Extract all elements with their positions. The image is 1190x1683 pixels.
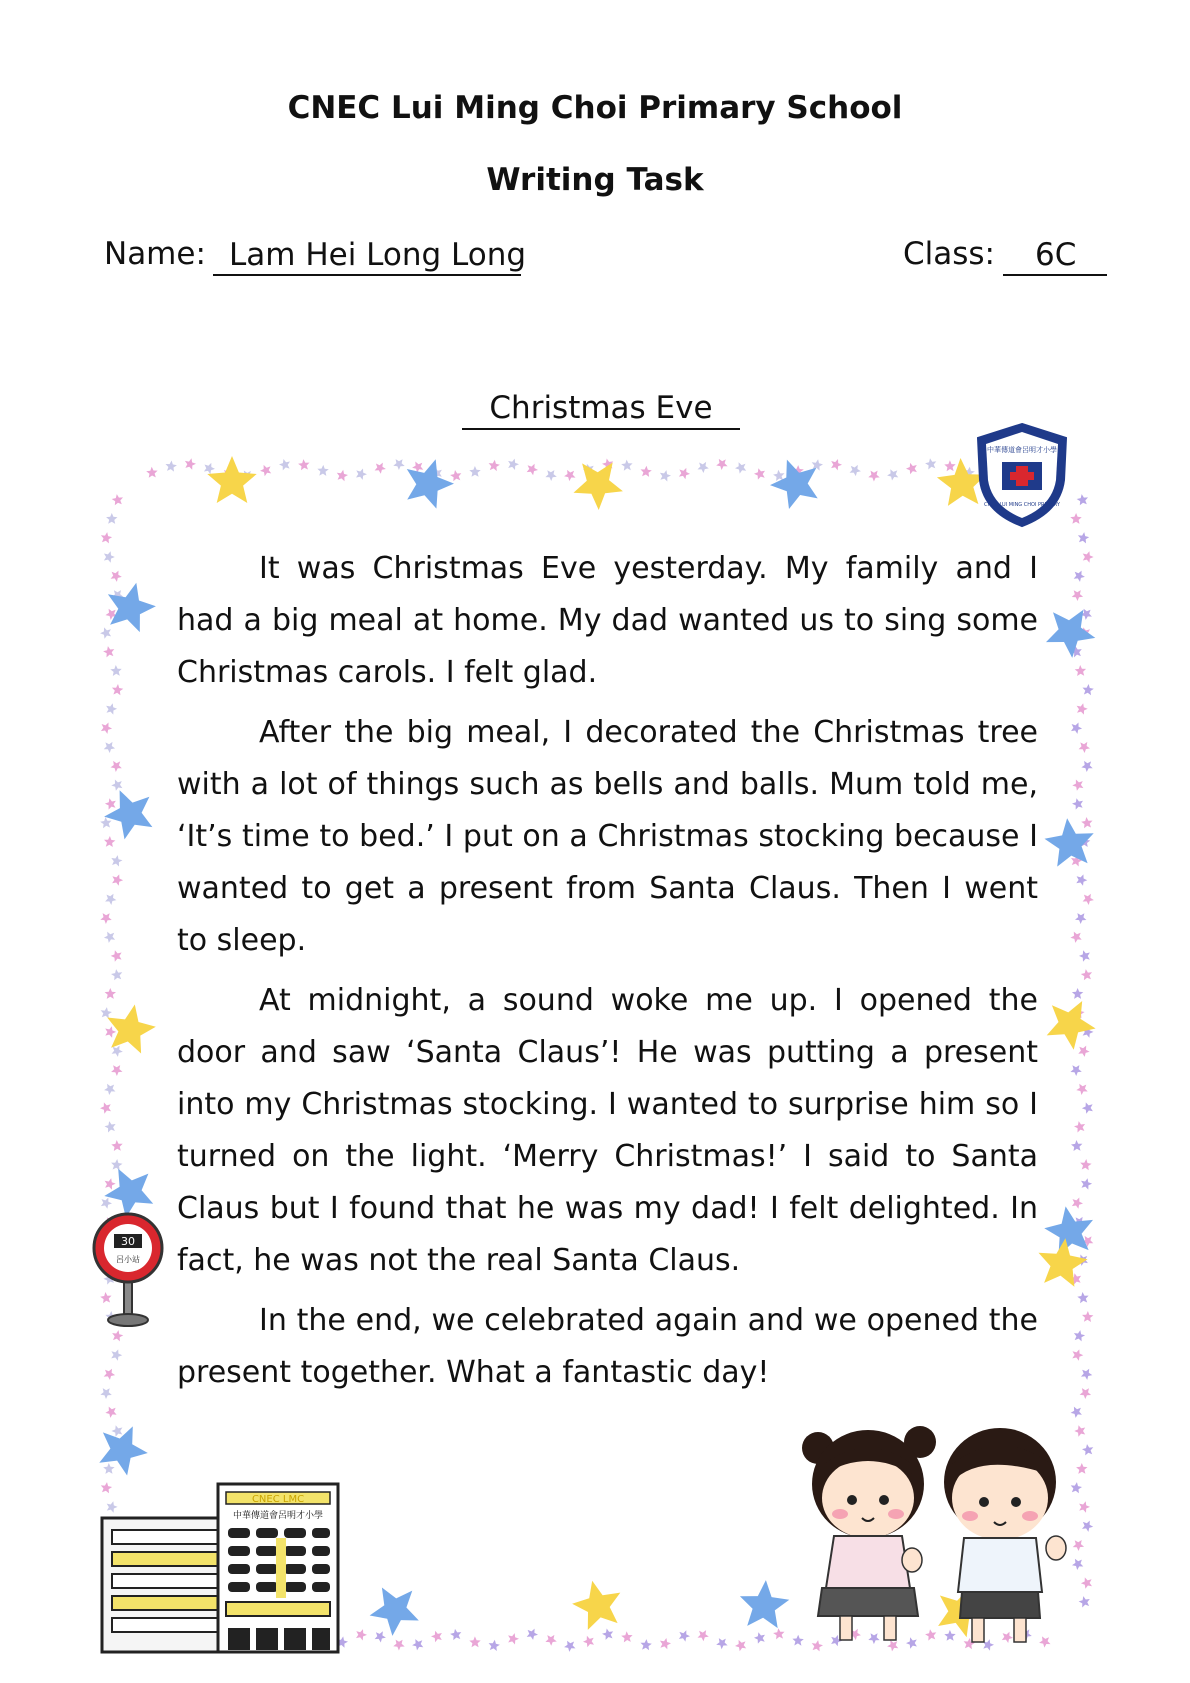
sparkle-star-icon [1070,1065,1081,1076]
sparkle-star-icon [621,460,632,471]
sparkle-star-icon [104,1369,115,1380]
essay-paragraph: After the big meal, I decorated the Christmas tree with a lot of things such as bells and balls. Mum told me, ‘It’s time to bed.’ I put on a Christmas stocking because I wanted to get a present from Santa Claus. Then I went to sleep. [177,715,1038,958]
sparkle-star-icon [944,460,955,471]
sparkle-star-icon [469,1636,480,1647]
sparkle-star-icon [104,742,115,753]
badge-chinese-text: 中華傳道會呂明才小學 [987,446,1057,454]
sparkle-star-icon [1081,1369,1092,1380]
sparkle-star-icon [111,969,122,980]
sparkle-star-icon [112,1425,123,1436]
sparkle-star-icon [100,627,111,638]
sparkle-star-icon [105,894,116,905]
sparkle-star-icon [469,466,480,477]
sparkle-star-icon [679,1630,690,1641]
sparkle-star-icon [105,1407,116,1418]
sparkle-star-icon [356,469,367,480]
sparkle-star-icon [545,470,556,481]
sparkle-star-icon [1070,513,1081,524]
task-title: Writing Task [486,162,704,198]
yellow-star-icon [207,456,256,503]
class-value: 6C [1003,236,1107,276]
essay-paragraph: It was Christmas Eve yesterday. My family and I had a big meal at home. My dad wanted us to sing some Christmas carols. I felt glad. [177,551,1038,690]
sparkle-star-icon [1080,1159,1091,1170]
children-illustration [800,1412,1090,1648]
sparkle-star-icon [527,464,538,475]
sparkle-star-icon [112,684,123,695]
sparkle-star-icon [1074,1330,1085,1341]
sparkle-star-icon [111,780,122,791]
sparkle-star-icon [106,703,117,714]
sparkle-star-icon [508,459,519,470]
sparkle-star-icon [110,665,121,676]
sparkle-star-icon [101,1198,112,1209]
sparkle-star-icon [185,458,196,469]
sparkle-star-icon [111,1159,122,1170]
blue-star-icon [370,1588,419,1636]
sparkle-star-icon [868,471,879,482]
sparkle-star-icon [1076,874,1087,885]
sparkle-star-icon [103,646,114,657]
sparkle-star-icon [1079,950,1090,961]
school-building-illustration [98,1478,358,1658]
school-name: CNEC Lui Ming Choi Primary School [287,90,903,126]
sparkle-star-icon [906,463,917,474]
sparkle-star-icon [1080,1388,1092,1399]
sparkle-star-icon [375,463,386,474]
sparkle-star-icon [1082,1102,1093,1113]
sparkle-star-icon [112,874,123,885]
sparkle-star-icon [103,1463,114,1474]
sparkle-star-icon [111,1065,122,1076]
sparkle-star-icon [450,1629,461,1640]
sparkle-star-icon [1079,742,1090,753]
sparkle-star-icon [1081,1178,1092,1189]
sparkle-star-icon [1070,932,1081,943]
sparkle-star-icon [564,470,575,481]
sparkle-star-icon [101,532,112,543]
badge-ring-text: CNEC LUI MING CHOI PRIMARY [984,502,1060,508]
sparkle-star-icon [1083,684,1094,695]
sparkle-star-icon [602,1629,613,1640]
sparkle-star-icon [754,1632,765,1643]
sparkle-star-icon [698,1630,709,1641]
name-label: Name: [104,236,206,272]
sparkle-star-icon [106,513,117,524]
bus-stop-sign-illustration [88,1210,168,1330]
blue-star-icon [108,583,156,632]
sparkle-star-icon [100,913,111,924]
sparkle-star-icon [112,1046,123,1057]
sparkle-star-icon [166,461,177,472]
building-chinese-text: 中華傳道會呂明才小學 [232,1511,324,1521]
sparkle-star-icon [1081,969,1092,980]
sparkle-star-icon [925,458,936,469]
sparkle-star-icon [1078,1046,1089,1057]
blue-star-icon [1046,610,1095,658]
sparkle-star-icon [489,1640,500,1651]
sparkle-star-icon [1081,817,1092,828]
sparkle-star-icon [831,459,842,470]
sparkle-star-icon [204,463,215,474]
sparkle-star-icon [104,836,115,847]
yellow-star-icon [574,463,623,511]
sparkle-star-icon [105,1178,116,1189]
sparkle-star-icon [1075,665,1086,676]
sparkle-star-icon [564,1641,575,1652]
sparkle-star-icon [1083,894,1094,905]
sparkle-star-icon [1072,1198,1083,1209]
sparkle-star-icon [393,459,404,470]
sparkle-star-icon [1072,780,1083,791]
sparkle-star-icon [641,1639,652,1650]
blue-star-icon [740,1580,789,1628]
sparkle-star-icon [716,459,727,470]
bus-stop-text: 呂小站 [116,1255,140,1264]
sparkle-star-icon [1077,1292,1088,1303]
sparkle-star-icon [260,465,271,476]
sparkle-star-icon [105,988,116,999]
sparkle-star-icon [527,1629,538,1640]
sparkle-star-icon [1071,1140,1082,1151]
sparkle-star-icon [431,1631,442,1642]
sparkle-star-icon [583,1636,594,1647]
sparkle-star-icon [1071,723,1082,734]
sparkle-star-icon [111,571,122,582]
sparkle-star-icon [146,467,157,478]
sparkle-star-icon [104,551,115,562]
sparkle-star-icon [1072,798,1083,809]
sparkle-star-icon [412,1639,423,1650]
sparkle-star-icon [111,855,122,866]
blue-star-icon [407,459,454,508]
sparkle-star-icon [754,468,765,479]
bus-stop-number: 30 [121,1235,135,1248]
sparkle-star-icon [1077,494,1088,505]
sparkle-star-icon [1077,703,1088,714]
sparkle-star-icon [101,1007,112,1018]
sparkle-star-icon [1082,1311,1093,1322]
sparkle-star-icon [112,1330,123,1341]
yellow-star-icon [1047,1001,1096,1050]
sparkle-star-icon [773,1628,784,1639]
sparkle-star-icon [101,723,112,734]
sparkle-star-icon [104,932,115,943]
sparkle-star-icon [641,466,652,477]
sparkle-star-icon [545,1635,556,1646]
sparkle-star-icon [1074,1121,1085,1132]
essay-title: Christmas Eve [462,388,740,430]
sparkle-star-icon [375,1631,386,1642]
yellow-star-icon [107,1005,156,1054]
sparkle-star-icon [105,798,116,809]
sparkle-star-icon [1072,1349,1083,1360]
sparkle-star-icon [450,470,461,481]
sparkle-star-icon [1074,571,1085,582]
sparkle-star-icon [887,469,898,480]
name-value: Lam Hei Long Long [213,236,521,276]
sparkle-star-icon [393,1640,404,1651]
sparkle-star-icon [111,1140,122,1151]
sparkle-star-icon [105,1026,116,1037]
blue-star-icon [770,460,818,509]
yellow-star-icon [572,1581,620,1630]
blue-star-icon [1044,1206,1093,1255]
sparkle-star-icon [317,465,328,476]
sparkle-star-icon [660,1638,671,1649]
sparkle-star-icon [698,462,709,473]
sparkle-star-icon [735,1640,746,1651]
building-sign: CNEC LMC [251,1494,305,1505]
sparkle-star-icon [1083,551,1094,562]
sparkle-star-icon [104,1084,115,1095]
sparkle-star-icon [1072,988,1083,999]
sparkle-star-icon [735,462,746,473]
sparkle-star-icon [112,494,123,505]
essay-paragraph: In the end, we celebrated again and we opened the present together. What a fantastic day! [177,1303,1038,1390]
sparkle-star-icon [1076,1084,1087,1095]
sparkle-star-icon [337,470,348,481]
sparkle-star-icon [679,468,690,479]
sparkle-star-icon [105,1121,116,1132]
sparkle-star-icon [111,761,122,772]
sparkle-star-icon [1072,590,1083,601]
sparkle-star-icon [1075,913,1086,924]
sparkle-star-icon [508,1633,519,1644]
sparkle-star-icon [100,1102,111,1113]
sparkle-star-icon [279,459,290,470]
sparkle-star-icon [850,465,861,476]
school-badge-logo [972,420,1072,530]
sparkle-star-icon [716,1638,727,1649]
class-label: Class: [903,236,996,272]
sparkle-star-icon [111,1349,122,1360]
sparkle-star-icon [100,817,111,828]
essay-body [177,543,1038,1407]
blue-star-icon [104,790,152,839]
sparkle-star-icon [660,470,671,481]
sparkle-star-icon [111,950,122,961]
sparkle-star-icon [100,1388,111,1399]
essay-paragraph: At midnight, a sound woke me up. I opened the door and saw ‘Santa Claus’! He was putting a present into my Christmas stocking. I wanted to surprise him so I turned on the light. ‘Merry Christmas!’ I said to Santa Claus but I found that he was my dad! I felt delighted. In fact, he was not the real Santa Claus. [177,983,1038,1278]
sparkle-star-icon [621,1631,632,1642]
sparkle-star-icon [489,460,500,471]
sparkle-star-icon [1081,761,1092,772]
sparkle-star-icon [298,459,309,470]
sparkle-star-icon [1078,532,1089,543]
